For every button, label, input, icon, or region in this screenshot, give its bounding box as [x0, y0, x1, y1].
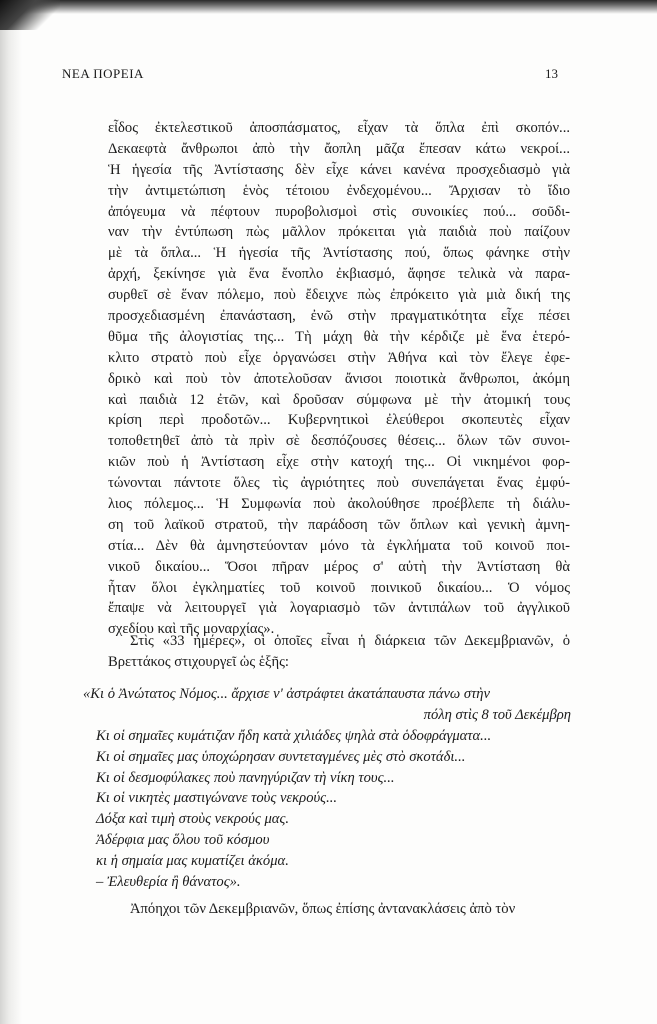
text-line: μὲ τὰ ὅπλα... Ἡ ἡγεσία τῆς Ἀντίστασης πού, ὅπως φάνηκε στὴν	[108, 245, 570, 262]
text-line: κρίση περὶ προδοτῶν... Κυβερνητικοὶ ἐλεύθεροι σκοπευτὲς εἶχαν	[108, 412, 570, 429]
text-line: ναν τὴν ἐντύπωση πὼς μᾶλλον πρόκειται γιὰ παιδιὰ ποὺ παίζουν	[108, 224, 570, 241]
text-line: τώνονται πάντοτε ὅλες τὶς ἀγριότητες ποὺ συνεπάγεται ἕνας ἐμφύ-	[108, 475, 570, 492]
text-line: ἔπαψε νὰ λειτουργεῖ γιὰ λογαριασμὸ τῶν ἀντιπάλων τοῦ ἀγγλικοῦ	[108, 600, 570, 617]
scan-shadow-top	[0, 0, 657, 14]
text-line: τὴν ἀντιμετώπιση ἑνὸς τέτοιου ἐνδεχομένου... Ἄρχισαν τὸ ἴδιο	[108, 182, 570, 199]
text-line: λιος πόλεμος... Ἡ Συμφωνία ποὺ ἀκολούθησε προέβλεπε τὴ διάλυ-	[108, 496, 570, 513]
text-line: ἀρχή, ξεκίνησε γιὰ ἕνα ἔνοπλο ἐκβιασμό, ἄφησε τελικὰ νὰ παρα-	[108, 266, 570, 283]
text-line: Ἀπόηχοι τῶν Δεκεμβριανῶν, ὅπως ἐπίσης ἀντανακλάσεις ἀπὸ τὸν	[130, 901, 516, 917]
text-line: ἀπόγευμα νὰ πέφτουν πυροβολισμοὶ στὶς συνοικίες πού... σοῦδι-	[108, 203, 570, 220]
text-line: στία... Δὲν θὰ ἀμνηστεύονταν μόνο τὰ ἐγκλήματα τοῦ κοινοῦ ποι-	[108, 537, 570, 554]
poem-line: – Ἐλευθερία ἢ θάνατος».	[96, 874, 241, 891]
text-line: ἦταν ὅλοι ἐγκληματίες τοῦ κοινοῦ ποινικοῦ δικαίου... Ὁ νόμος	[108, 579, 570, 596]
text-line: συρθεῖ σὲ ἕναν πόλεμο, ποὺ ἔδειχνε πὼς ἐπρόκειτο γιὰ μιὰ δική της	[108, 287, 570, 304]
page-number: 13	[545, 66, 558, 81]
poem-line: Κι οἱ νικητὲς μαστιγώνανε τοὺς νεκρούς...	[96, 790, 338, 807]
poem-line: πόλη στὶς 8 τοῦ Δεκέμβρη	[423, 706, 571, 723]
text-line: τοποθετηθεῖ ἀπὸ τὰ πρὶν σὲ δεσπόζουσες θέσεις... ὅλων τῶν συνοι-	[108, 433, 570, 450]
poem-quote	[83, 684, 571, 893]
poem-line: Κι οἱ δεσμοφύλακες ποὺ πανηγύριζαν τὴ νίκη τους...	[96, 769, 395, 786]
text-line: κιῶν ποὺ ἡ Ἀντίσταση εἶχε στὴν κατοχή της... Οἱ νικημένοι φορ-	[108, 454, 570, 471]
text-line: Δεκαεφτὰ ἄνθρωποι ἀπὸ τὴν ἄοπλη μᾶζα ἔπεσαν κάτω νεκροί...	[108, 140, 570, 157]
poem-line: Κι οἱ σημαῖες κυμάτιζαν ἤδη κατὰ χιλιάδες ψηλὰ στὰ ὁδοφράγματα...	[96, 727, 492, 744]
poem-line: «Κι ὁ Ἀνώτατος Νόμος... ἄρχισε ν' ἀστράφτει ἀκατάπαυστα πάνω στὴν	[83, 686, 491, 702]
scan-shadow-left	[0, 0, 22, 1024]
text-line: σχεδίου καὶ τῆς μοναρχίας».	[108, 621, 275, 638]
text-line: καὶ παιδιὰ 12 ἐτῶν, καὶ δροῦσαν σύμφωνα μὲ τὴν ἀτομική τους	[108, 391, 570, 408]
text-line: εἶδος ἐκτελεστικοῦ ἀποσπάσματος, εἶχαν τὰ ὅπλα ἐπὶ σκοπόν...	[108, 120, 570, 136]
running-head: ΝΕΑ ΠΟΡΕΙΑ	[62, 66, 144, 81]
text-line: δρικὸ καὶ ποὺ τὸν ἀποτελοῦσαν ἄνισοι ποιοτικὰ ἄνθρωποι, ἀκόμη	[108, 370, 570, 387]
text-line: Ἡ ἡγεσία τῆς Ἀντίστασης δὲν εἶχε κάνει κανένα προσχεδιασμὸ γιὰ	[108, 161, 570, 178]
text-line: προσχεδιασμένη ἐπανάσταση, ἐνῶ στὴν πραγματικότητα εἶχε πέσει	[108, 308, 570, 325]
text-line: νικοῦ δικαίου... Ὅσοι πῆραν μέρος σ' αὐτὴ τὴν Ἀντίσταση θὰ	[108, 558, 570, 575]
poem-line: Κι οἱ σημαῖες μας ὑποχώρησαν συντεταγμένες μὲς στὸ σκοτάδι...	[96, 748, 466, 765]
poem-line: Ἀδέρφια μας ὅλου τοῦ κόσμου	[96, 832, 270, 849]
text-line: Στὶς «33 ἡμέρες», οἱ ὁποῖες εἶναι ἡ διάρκεια τῶν Δεκεμβριανῶν, ὁ	[130, 633, 570, 649]
scan-corner-shadow	[0, 0, 60, 30]
paragraph-quote	[108, 118, 570, 640]
text-line: Βρεττάκος στιχουργεῖ ὡς ἑξῆς:	[108, 653, 289, 670]
text-line: θῦμα τῆς ἀλογιστίας της... Τὴ μάχη θὰ τὴν κέρδιζε μὲ ἕνα ἑτερό-	[108, 328, 570, 345]
text-line: ση τοῦ λαϊκοῦ στρατοῦ, τὴν παράδοση τῶν ὅπλων καὶ γενικὴ ἀμνη-	[108, 516, 570, 533]
poem-line: Δόξα καὶ τιμὴ στοὺς νεκρούς μας.	[96, 811, 290, 828]
poem-line: κι ἡ σημαία μας κυματίζει ἀκόμα.	[96, 853, 289, 870]
paragraph-intro	[108, 631, 570, 673]
text-line: κλιτο στρατὸ ποὺ εἶχε ὀργανώσει στὴν Ἀθήνα καὶ τὸν ἔλεγε ἐφε-	[108, 349, 570, 366]
paragraph-final	[108, 899, 570, 920]
